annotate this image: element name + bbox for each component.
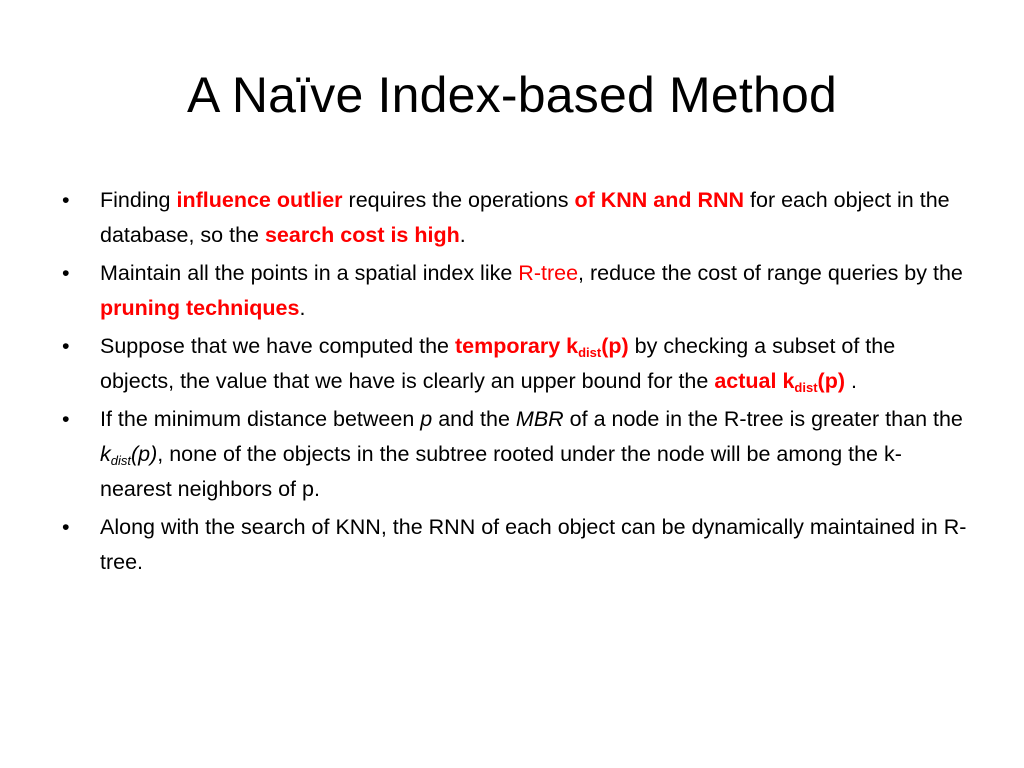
bullet-item-4	[62, 402, 972, 507]
highlight-temporary-kdist: temporary $k_{dist}(p)$	[455, 334, 629, 360]
bullet-icon: •	[62, 515, 70, 539]
bullet-1-text: Finding influence outlier requires the operations of KNN and RNN for each object in the database, so the search cost is high.	[100, 188, 950, 247]
bullet-icon: •	[62, 334, 70, 358]
bullet-3-text: Suppose that we have computed the temporary $k_{dist}(p)$ by checking a subset of the objects, the value that we have is clearly an upper bound for the actual $k_{dist}(p)$ .	[100, 334, 896, 395]
italic-kdist: $k_{dist}(p)$	[100, 442, 158, 468]
bullet-item-2	[62, 256, 972, 326]
bullet-icon: •	[62, 188, 70, 212]
bullet-2-text: Maintain all the points in a spatial index like R-tree, reduce the cost of range queries by the pruning techniques.	[100, 261, 963, 320]
bullet-list	[62, 183, 972, 583]
bullet-item-1	[62, 183, 972, 253]
bullet-item-5	[62, 510, 972, 580]
bullet-icon: •	[62, 261, 70, 285]
bullet-icon: •	[62, 407, 70, 431]
italic-mbr: MBR	[515, 407, 564, 431]
highlight-search-cost: search cost is high	[264, 223, 460, 247]
highlight-knn-rnn: of KNN and RNN	[574, 188, 745, 212]
bullet-4-text: If the minimum distance between p and the MBR of a node in the R-tree is greater than the $k_{dist}(p)$, none of the objects in the subtree rooted under the node will be among the k-nearest neighbors of p.	[100, 407, 963, 501]
highlight-actual-kdist: actual $k_{dist}(p)$	[714, 369, 845, 395]
highlight-pruning-techniques: pruning techniques	[100, 296, 300, 320]
bullet-item-3	[62, 329, 972, 399]
slide-title: A Naïve Index-based Method	[186, 67, 838, 123]
bullet-5-text: Along with the search of KNN, the RNN of each object can be dynamically maintained in R-tree.	[100, 515, 967, 574]
highlight-influence-outlier: influence outlier	[176, 188, 343, 212]
highlight-r-tree: R-tree	[518, 261, 579, 285]
italic-p: p	[420, 407, 433, 431]
